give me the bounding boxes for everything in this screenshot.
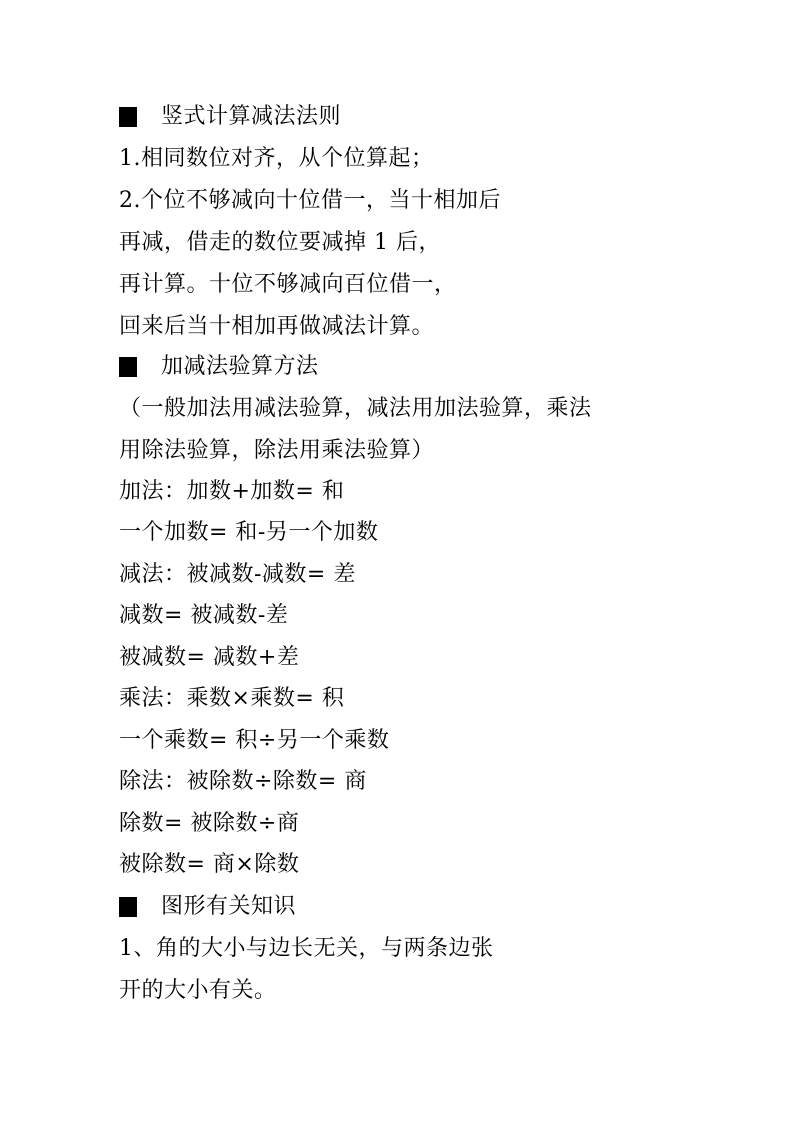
text-line: 开的大小有关。 — [119, 978, 277, 1003]
formula-line: 一个乘数= 积÷另一个乘数 — [119, 728, 390, 753]
heading-text: 竖式计算减法法则 — [161, 104, 342, 129]
text-line: 2.个位不够减向十位借一，当十相加后 — [119, 188, 501, 213]
formula-line: 减数= 被减数-差 — [119, 603, 289, 628]
formula-line: 一个加数= 和-另一个加数 — [119, 520, 379, 545]
text-line: 回来后当十相加再做减法计算。 — [119, 314, 435, 339]
formula-line: 减法：被减数-减数= 差 — [119, 562, 356, 587]
formula-line: 除法：被除数÷除数= 商 — [119, 769, 367, 794]
formula-line: 除数= 被除数÷商 — [119, 811, 300, 836]
text-line: 用除法验算，除法用乘法验算） — [119, 438, 435, 463]
text-line: 再计算。十位不够减向百位借一， — [119, 272, 457, 297]
bullet-square-icon — [119, 107, 137, 127]
bullet-square-icon — [119, 357, 137, 377]
section-heading-vertical-subtraction — [119, 96, 341, 138]
bullet-square-icon — [119, 897, 137, 917]
formula-line: 被减数= 减数+差 — [119, 645, 300, 670]
text-line: 1.相同数位对齐，从个位算起； — [119, 146, 434, 171]
text-line: 1、角的大小与边长无关，与两条边张 — [119, 936, 494, 961]
formula-line: 被除数= 商×除数 — [119, 852, 300, 877]
formula-line: 乘法：乘数×乘数= 积 — [119, 686, 345, 711]
section-heading-geometry — [119, 886, 296, 928]
section-heading-checking-methods — [119, 346, 319, 388]
heading-text: 图形有关知识 — [161, 894, 297, 919]
text-line: （一般加法用减法验算，减法用加法验算，乘法 — [119, 396, 592, 421]
heading-text: 加减法验算方法 — [161, 354, 319, 379]
text-line: 再减，借走的数位要减掉 1 后， — [119, 230, 441, 255]
formula-line: 加法：加数+加数= 和 — [119, 479, 345, 504]
